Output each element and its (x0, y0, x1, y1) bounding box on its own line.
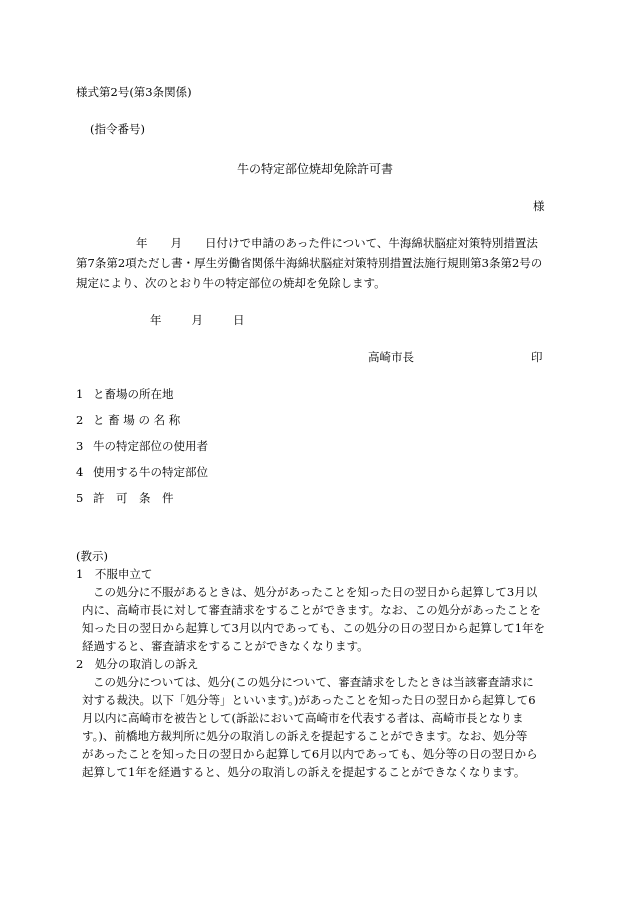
item-label: と畜場の所在地 (93, 387, 174, 401)
body-line: 年 月 日付けで申請のあった件について、牛海綿状脳症対策特別措置法 (136, 236, 538, 250)
permit-items (76, 381, 556, 511)
section2-line: す。)、前橋地方裁判所に処分の取消しの訴えを提起することができます。なお、処分等 (82, 729, 528, 743)
date-year: 年 (150, 313, 162, 327)
document-title: 牛の特定部位焼却免除許可書 (237, 162, 394, 176)
date-day: 日 (233, 313, 245, 327)
section1-title: 1 不服申立て (76, 567, 153, 581)
section1-line: 経過すると、審査請求をすることができなくなります。 (82, 639, 369, 653)
section2-line: 起算して1年を経過すると、処分の取消しの訴えを提起することができなくなります。 (82, 765, 526, 779)
body-line: 規定により、次のとおり牛の特定部位の焼却を免除します。 (76, 276, 386, 290)
section2-line: があったことを知った日の翌日から起算して6月以内であっても、処分等の日の翌日から (82, 747, 538, 761)
item-number: 5 (76, 491, 84, 505)
item-label: 使用する牛の特定部位 (93, 465, 208, 479)
issuer-name: 高崎市長 (368, 350, 414, 364)
addressee-suffix: 様 (533, 199, 545, 213)
form-number: 様式第2号(第3条関係) (76, 85, 192, 99)
instruction-section (76, 547, 566, 781)
section1-line: 知った日の翌日から起算して3月以内であっても、この処分の日の翌日から起算して1年を (82, 621, 546, 635)
section1-line: 内に、高崎市長に対して審査請求をすることができます。なお、この処分があったことを (82, 603, 541, 617)
section2-line: この処分については、処分(この処分について、審査請求をしたときは当該審査請求に (93, 675, 534, 689)
item-number: 1 (76, 387, 84, 401)
seal-mark: 印 (531, 350, 543, 364)
body-line: 第7条第2項ただし書・厚生労働省関係牛海綿状脳症対策特別措置法施行規則第3条第2号の (76, 256, 543, 270)
permit-item (76, 459, 556, 485)
item-label: 許 可 条 件 (93, 491, 174, 505)
permit-item (76, 407, 556, 433)
permit-body (76, 233, 562, 293)
permit-item (76, 381, 556, 407)
permit-item (76, 485, 556, 511)
section1-line: この処分に不服があるときは、処分があったことを知った日の翌日から起算して3月以 (93, 585, 538, 599)
item-number: 2 (76, 413, 84, 427)
date-month: 月 (191, 313, 203, 327)
permit-item (76, 433, 556, 459)
item-label: 牛の特定部位の使用者 (93, 439, 208, 453)
item-number: 4 (76, 465, 84, 479)
section2-title: 2 処分の取消しの訴え (76, 657, 199, 671)
item-label: と 畜 場 の 名 称 (93, 413, 181, 427)
instruction-heading: (教示) (76, 549, 108, 563)
section2-line: 対する裁決。以下「処分等」といいます。)があったことを知った日の翌日から起算して6 (82, 693, 536, 707)
directive-number: (指令番号) (90, 122, 145, 136)
section2-line: 月以内に高崎市を被告として(訴訟において高崎市を代表する者は、高崎市長となりま (82, 711, 524, 725)
issue-date (150, 312, 245, 328)
item-number: 3 (76, 439, 84, 453)
